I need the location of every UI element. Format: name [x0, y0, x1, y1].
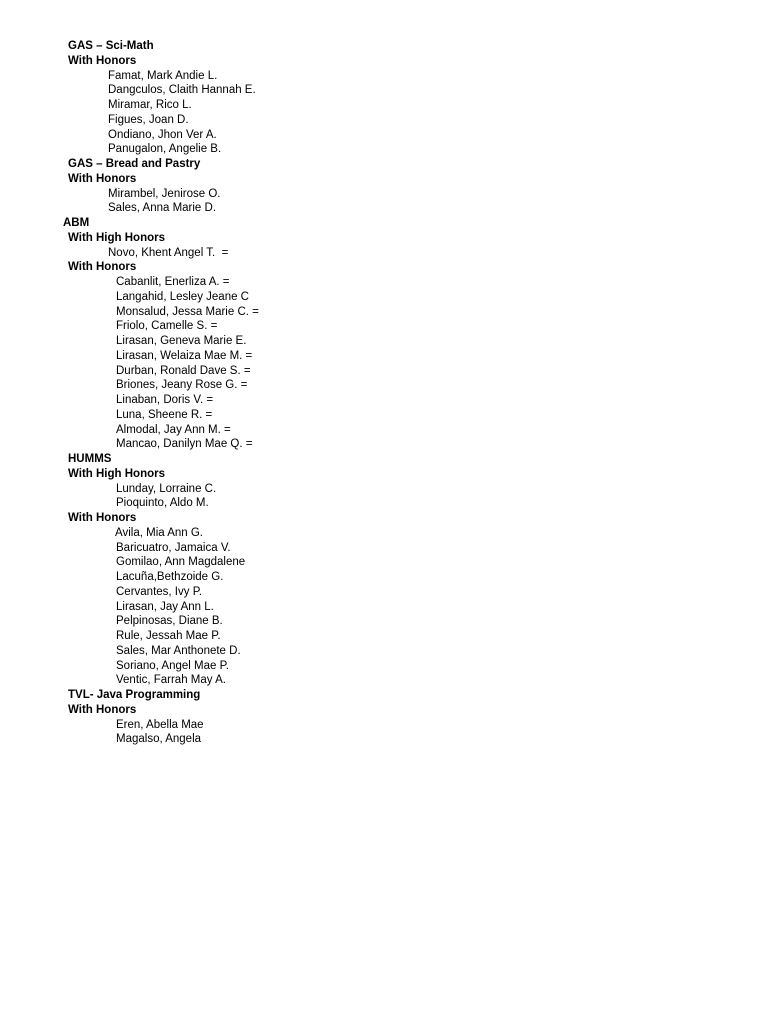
student-name: Pioquinto, Aldo M.	[116, 497, 209, 510]
student-name: Lacuña,Bethzoide G.	[116, 571, 224, 583]
honors-label: With Honors	[68, 172, 137, 185]
student-name: Panugalon, Angelie B.	[108, 143, 222, 156]
student-name: Almodal, Jay Ann M. =	[116, 423, 231, 436]
section-title-tvl-java: TVL- Java Programming	[68, 689, 201, 701]
student-name: Friolo, Camelle S. =	[116, 320, 218, 333]
student-name: Ondiano, Jhon Ver A.	[108, 128, 217, 141]
student-name: Magalso, Angela	[116, 733, 202, 746]
section-title-gas-scimath: GAS – Sci-Math	[68, 40, 154, 52]
student-name: Rule, Jessah Mae P.	[116, 630, 221, 642]
student-name: Pelpinosas, Diane B.	[116, 615, 223, 628]
student-name: Cervantes, Ivy P.	[116, 585, 203, 598]
student-name: Baricuatro, Jamaica V.	[116, 541, 231, 554]
student-name: Durban, Ronald Dave S. =	[116, 364, 251, 377]
student-name: Luna, Sheene R. =	[116, 408, 213, 421]
student-name: Miramar, Rico L.	[108, 99, 192, 111]
student-name: Famat, Mark Andie L.	[108, 69, 218, 82]
student-name: Soriano, Angel Mae P.	[116, 659, 229, 672]
student-name: Sales, Anna Marie D.	[108, 202, 217, 215]
high-honors-label: With High Honors	[68, 467, 165, 480]
student-name: Cabanlit, Enerliza A. =	[116, 276, 230, 288]
student-name: Mirambel, Jenirose O.	[108, 187, 221, 200]
section-title-humms: HUMMS	[68, 453, 112, 465]
student-name: Lirasan, Geneva Marie E.	[116, 335, 247, 347]
student-name: Figues, Joan D.	[108, 113, 189, 126]
high-honors-label: With High Honors	[68, 231, 165, 244]
student-name: Lirasan, Jay Ann L.	[116, 600, 214, 613]
student-name: Gomilao, Ann Magdalene	[116, 556, 246, 569]
section-title-abm: ABM	[63, 217, 90, 229]
honors-label: With Honors	[68, 703, 137, 716]
honors-label: With Honors	[68, 261, 137, 274]
student-name: Mancao, Danilyn Mae Q. =	[116, 438, 253, 451]
student-name: Monsalud, Jessa Marie C. =	[116, 305, 259, 318]
student-name: Linaban, Doris V. =	[116, 394, 214, 406]
student-name: Novo, Khent Angel T. =	[108, 246, 229, 259]
honors-label: With Honors	[68, 512, 137, 524]
section-title-gas-bread-pastry: GAS – Bread and Pastry	[68, 158, 201, 170]
student-name: Briones, Jeany Rose G. =	[116, 379, 248, 392]
student-name: Lunday, Lorraine C.	[116, 482, 217, 495]
student-name: Eren, Abella Mae	[116, 718, 204, 731]
student-name: Langahid, Lesley Jeane C	[116, 290, 249, 303]
student-name: Sales, Mar Anthonete D.	[116, 644, 241, 657]
honors-label: With Honors	[68, 54, 137, 67]
student-name: Ventic, Farrah May A.	[116, 674, 226, 687]
student-name: Lirasan, Welaiza Mae M. =	[116, 349, 253, 362]
student-name: Dangculos, Claith Hannah E.	[108, 84, 256, 97]
student-name: Avila, Mia Ann G.	[115, 526, 203, 539]
honor-roll-document	[0, 39, 768, 747]
